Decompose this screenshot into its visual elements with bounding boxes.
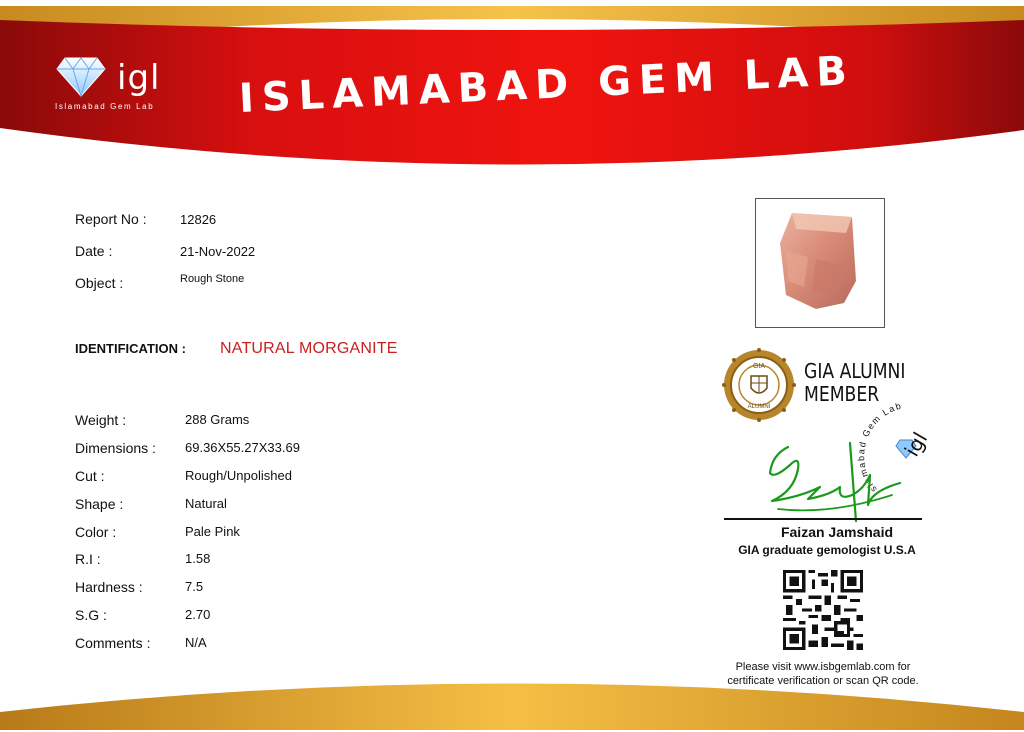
logo-wordmark: igl — [117, 58, 161, 98]
shape-label: Shape : — [75, 496, 124, 512]
report-no-label: Report No : — [75, 211, 147, 227]
ri-value: 1.58 — [185, 551, 211, 566]
ri-label: R.I : — [75, 551, 101, 567]
signature-line — [724, 518, 922, 520]
weight-value: 288 Grams — [185, 412, 250, 427]
seal-bottom-text: ALUMNI — [747, 404, 771, 410]
report-no-value: 12826 — [180, 212, 217, 227]
cut-label: Cut : — [75, 468, 105, 484]
date-label: Date : — [75, 243, 113, 259]
dimensions-label: Dimensions : — [75, 440, 156, 456]
color-label: Color : — [75, 524, 117, 540]
gemstone-photo — [755, 198, 885, 328]
logo-subtitle: Islamabad Gem Lab — [55, 102, 155, 111]
diamond-icon — [55, 54, 107, 98]
gia-line-2: MEMBER — [804, 382, 880, 406]
object-value: Rough Stone — [180, 273, 245, 285]
object-label: Object : — [75, 275, 124, 291]
stamp-logo-text: igl — [899, 427, 933, 461]
seal-top-text: GIA — [752, 363, 766, 370]
stamp-arc-text: Islamabad Gem Lab — [856, 400, 904, 498]
signatory-name: Faizan Jamshaid — [780, 524, 894, 540]
signatory-title: GIA graduate gemologist U.S.A — [738, 543, 916, 557]
verification-note — [700, 660, 946, 688]
cut-value: Rough/Unpolished — [185, 468, 292, 483]
comments-label: Comments : — [75, 635, 151, 651]
verify-line-2: certificate verification or scan QR code. — [727, 675, 919, 687]
date-value: 21-Nov-2022 — [180, 244, 256, 259]
comments-value: N/A — [185, 635, 207, 650]
sg-value: 2.70 — [185, 607, 211, 622]
color-value: Pale Pink — [185, 524, 240, 539]
qr-code-icon[interactable] — [783, 570, 863, 650]
signature-drawing — [760, 435, 910, 527]
hardness-value: 7.5 — [185, 579, 204, 594]
dimensions-value: 69.36X55.27X33.69 — [185, 440, 300, 455]
hardness-label: Hardness : — [75, 579, 143, 595]
shape-value: Natural — [185, 496, 227, 511]
gia-line-1: GIA ALUMNI — [804, 359, 906, 383]
lab-title: ISLAMABAD GEM LAB — [238, 48, 856, 122]
verify-line-1: Please visit www.isbgemlab.com for — [735, 661, 911, 673]
weight-label: Weight : — [75, 412, 127, 428]
identification-value: NATURAL MORGANITE — [220, 340, 398, 357]
gia-alumni-seal-icon — [722, 348, 796, 422]
identification-label: IDENTIFICATION : — [75, 341, 186, 356]
sg-label: S.G : — [75, 607, 107, 623]
igl-logo — [55, 52, 175, 122]
